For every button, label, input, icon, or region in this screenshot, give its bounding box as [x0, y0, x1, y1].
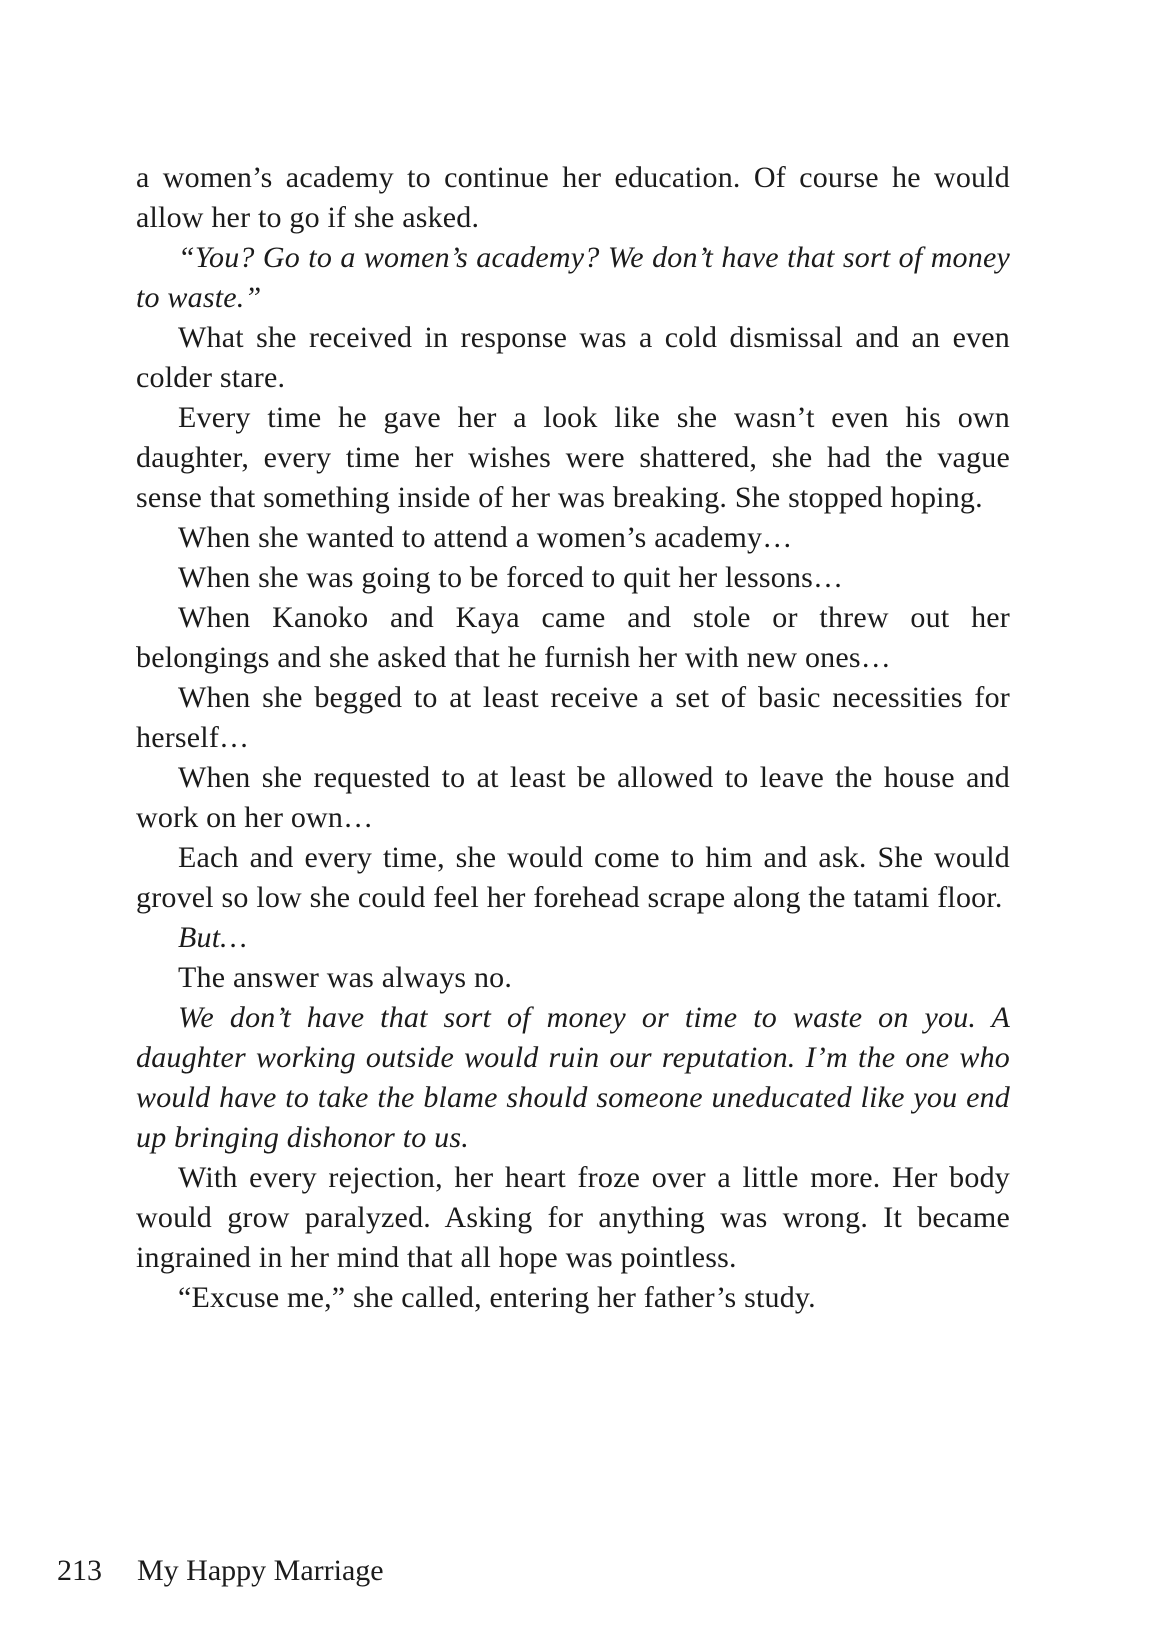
paragraph: a women’s academy to continue her education. Of course he would allow her to go if she asked. [136, 161, 1010, 234]
paragraph: “Excuse me,” she called, entering her father’s study. [178, 1281, 816, 1314]
paragraph: When she wanted to attend a women’s academy… [178, 521, 793, 554]
book-title: My Happy Marriage [137, 1554, 384, 1587]
paragraph: But… [178, 921, 248, 954]
paragraph: When she was going to be forced to quit her lessons… [178, 561, 844, 594]
paragraph: With every rejection, her heart froze over a little more. Her body would grow paralyzed. Asking for anything was wrong. It became ingrained in her mind that all hope was pointless. [136, 1161, 1010, 1274]
page-number: 213 [57, 1554, 102, 1587]
page-text-block [136, 158, 1010, 1318]
paragraph: We don’t have that sort of money or time to waste on you. A daughter working outside would ruin our reputation. I’m the one who would have to take the blame should someone uneducated like you end up bringing dishonor to us. [136, 1001, 1010, 1154]
paragraph: What she received in response was a cold dismissal and an even colder stare. [136, 321, 1010, 394]
paragraph: Each and every time, she would come to him and ask. She would grovel so low she could feel her forehead scrape along the tatami floor. [136, 841, 1010, 914]
paragraph: Every time he gave her a look like she wasn’t even his own daughter, every time her wishes were shattered, she had the vague sense that something inside of her was breaking. She stopped hoping. [136, 401, 1010, 514]
page-footer [57, 1552, 384, 1590]
paragraph: The answer was always no. [178, 961, 513, 994]
paragraph: When she requested to at least be allowed to leave the house and work on her own… [136, 761, 1010, 834]
paragraph: “You? Go to a women’s academy? We don’t have that sort of money to waste.” [136, 241, 1010, 314]
paragraph: When she begged to at least receive a set of basic necessities for herself… [136, 681, 1010, 754]
paragraph: When Kanoko and Kaya came and stole or threw out her belongings and she asked that he furnish her with new ones… [136, 601, 1010, 674]
